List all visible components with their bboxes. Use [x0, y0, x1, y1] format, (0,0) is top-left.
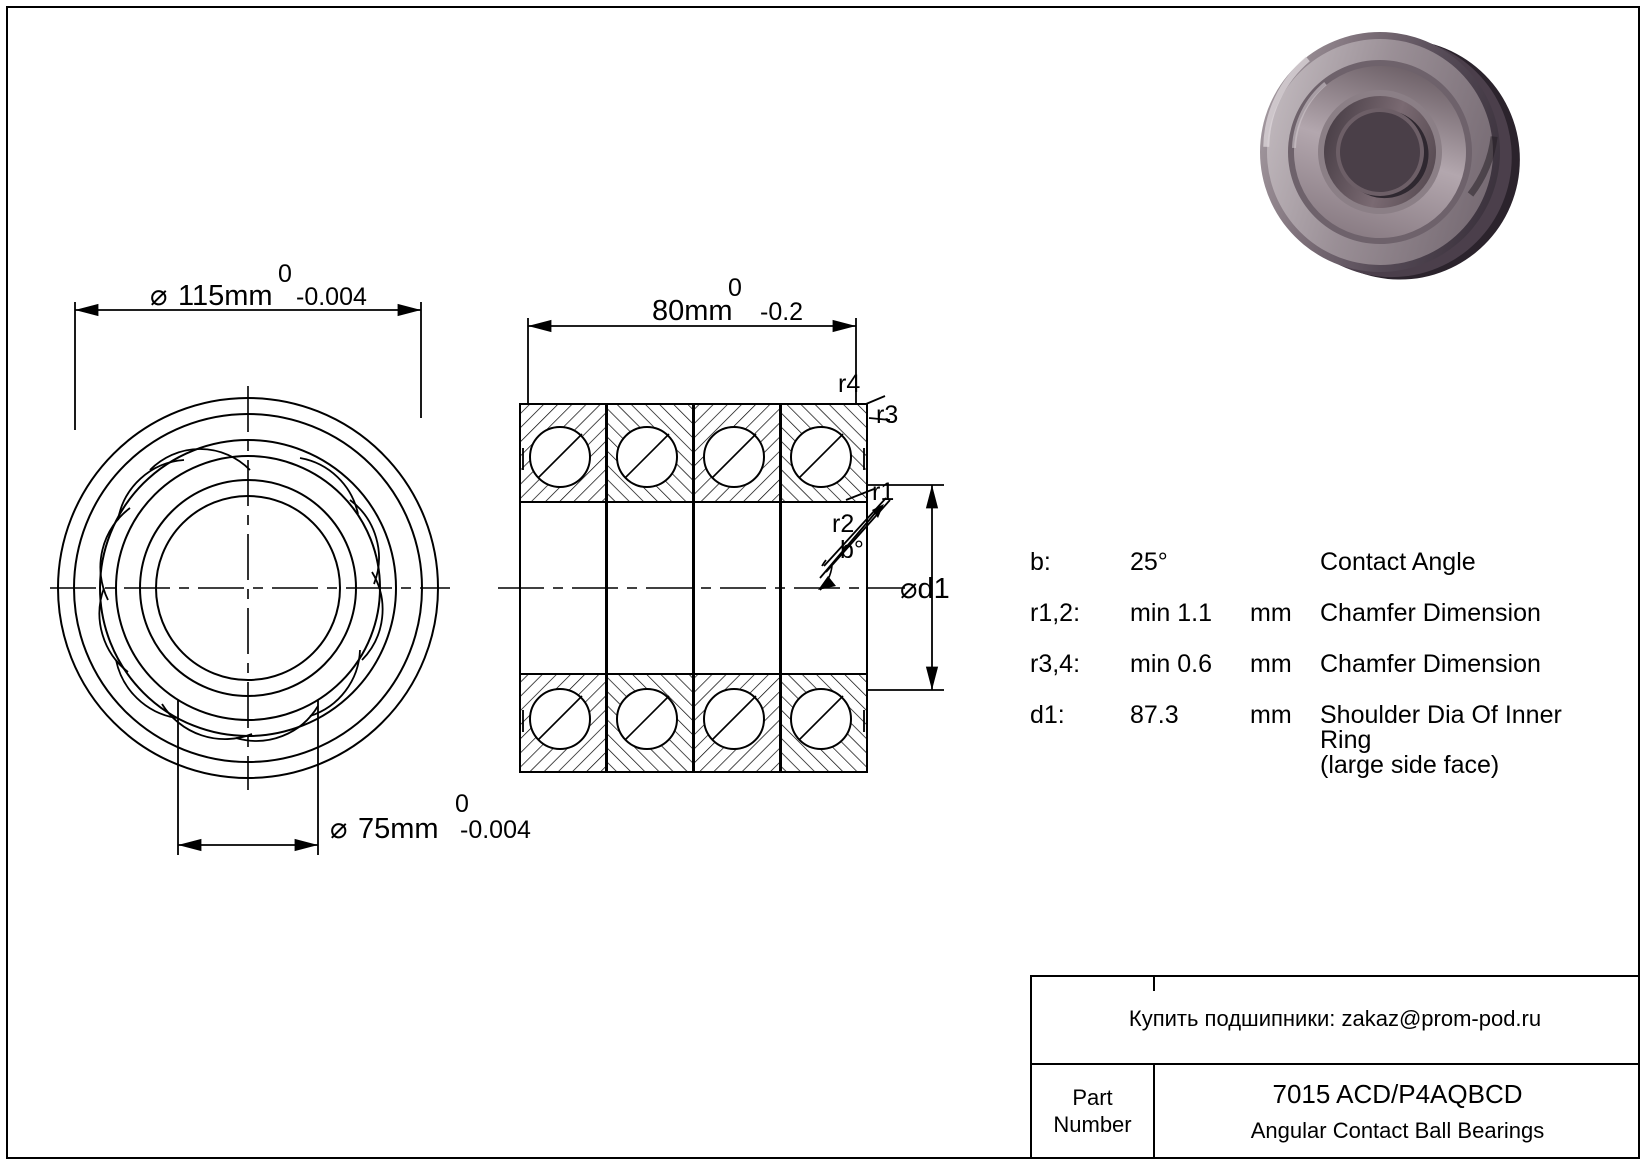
od-tol-lower: -0.004 — [296, 283, 367, 311]
spec-description: Chamfer Dimension — [1320, 599, 1541, 627]
part-label-line1: Part — [1072, 1084, 1113, 1110]
spec-value: min 1.1 — [1130, 599, 1212, 627]
spec-key: r3,4: — [1030, 650, 1081, 678]
spec-unit: mm — [1250, 599, 1292, 627]
bore-tol-lower: -0.004 — [460, 816, 531, 844]
title-block — [1030, 975, 1640, 1159]
r1-label: r1 — [872, 478, 895, 506]
od-symbol: ⌀ — [150, 280, 168, 312]
part-number-value-cell — [1155, 1063, 1640, 1159]
spec-key: b: — [1030, 548, 1051, 576]
spec-key: d1: — [1030, 701, 1065, 729]
od-tol-upper: 0 — [278, 260, 292, 288]
contact-email-line: Купить подшипники: zakaz@prom-pod.ru — [1128, 1006, 1542, 1031]
part-description: Angular Contact Ball Bearings — [1250, 1117, 1545, 1143]
spec-row — [1030, 652, 1610, 677]
spec-value: 87.3 — [1130, 701, 1179, 729]
width-tol-upper: 0 — [728, 274, 742, 302]
spec-table — [1030, 550, 1610, 804]
spec-description: Contact Angle — [1320, 548, 1476, 576]
r3-label: r3 — [876, 401, 899, 429]
spec-row — [1030, 601, 1610, 626]
r4-label: r4 — [838, 370, 861, 398]
r2-label: r2 — [832, 510, 855, 538]
part-number: 7015 ACD/P4AQBCD — [1272, 1078, 1523, 1109]
front-view — [50, 386, 450, 790]
width-value: 80mm — [652, 295, 733, 327]
spec-description: Chamfer Dimension — [1320, 650, 1541, 678]
spec-description-line1: Shoulder Dia Of Inner Ring — [1320, 701, 1562, 754]
spec-key: r1,2: — [1030, 599, 1081, 627]
spec-unit: mm — [1250, 701, 1292, 729]
spec-row — [1030, 550, 1610, 575]
od-value: 115mm — [178, 280, 273, 312]
spec-unit: mm — [1250, 650, 1292, 678]
part-number-label — [1030, 1063, 1155, 1159]
d1-label: ⌀d1 — [900, 573, 950, 605]
bore-tol-upper: 0 — [455, 790, 469, 818]
bearing-photo — [1218, 0, 1562, 328]
width-dimension — [528, 318, 856, 404]
bore-value: 75mm — [358, 813, 439, 845]
spec-value: min 0.6 — [1130, 650, 1212, 678]
beta-label: b° — [840, 536, 864, 564]
section-view — [498, 404, 905, 772]
spec-description — [1320, 703, 1610, 778]
bore-symbol: ⌀ — [330, 813, 348, 845]
spec-description-line2: (large side face) — [1320, 751, 1500, 779]
part-label-line2: Number — [1053, 1112, 1132, 1137]
width-tol-lower: -0.2 — [760, 298, 804, 326]
spec-value: 25° — [1130, 548, 1168, 576]
spec-row — [1030, 703, 1610, 778]
